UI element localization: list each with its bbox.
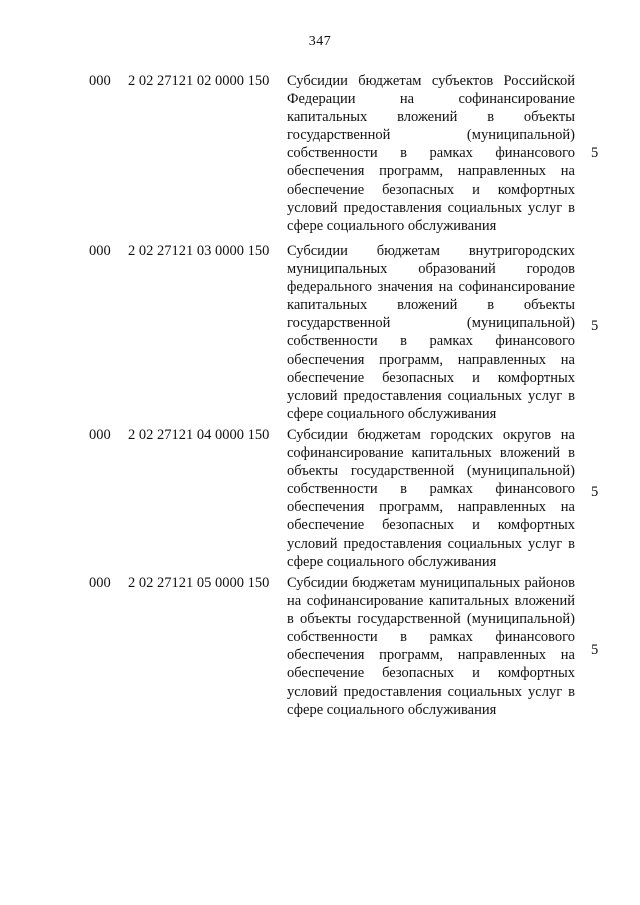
income-description: Субсидии бюджетам субъектов Российской Федерации на софинансирование капитальных вложений в объекты государственной (муниципальной) собственности в рамках финансового обеспечения программ, направленных на обеспечение безопасных и комфортных условий предоставления социальных услуг в сфере социального обслуживания (287, 73, 575, 234)
budget-classification-code: 2 02 27121 05 0000 150 (128, 575, 270, 591)
page-number: 347 (308, 34, 332, 49)
budget-classification-code: 2 02 27121 04 0000 150 (128, 427, 270, 443)
amount-value: 5 (591, 318, 599, 334)
admin-code: 000 (89, 73, 111, 89)
budget-classification-code: 2 02 27121 03 0000 150 (128, 243, 270, 259)
admin-code: 000 (89, 243, 111, 259)
admin-code: 000 (89, 575, 111, 591)
income-description: Субсидии бюджетам внутригородских муниципальных образований городов федерального значения на софинансирование капитальных вложений в объекты государственной (муниципальной) собственности в рамках финансового обеспечения программ, направленных на обеспечение безопасных и комфортных условий предоставления социальных услуг в сфере социального обслуживания (287, 243, 575, 422)
amount-value: 5 (591, 145, 599, 161)
income-description: Субсидии бюджетам муниципальных районов на софинансирование капитальных вложений в объекты государственной (муниципальной) собственности в рамках финансового обеспечения программ, направленных на обеспечение безопасных и комфортных условий предоставления социальных услуг в сфере социального обслуживания (287, 575, 575, 718)
budget-classification-code: 2 02 27121 02 0000 150 (128, 73, 270, 89)
income-description: Субсидии бюджетам городских округов на софинансирование капитальных вложений в объекты государственной (муниципальной) собственности в рамках финансового обеспечения программ, направленных на обеспечение безопасных и комфортных условий предоставления социальных услуг в сфере социального обслуживания (287, 427, 575, 570)
amount-value: 5 (591, 642, 599, 658)
amount-value: 5 (591, 484, 599, 500)
admin-code: 000 (89, 427, 111, 443)
